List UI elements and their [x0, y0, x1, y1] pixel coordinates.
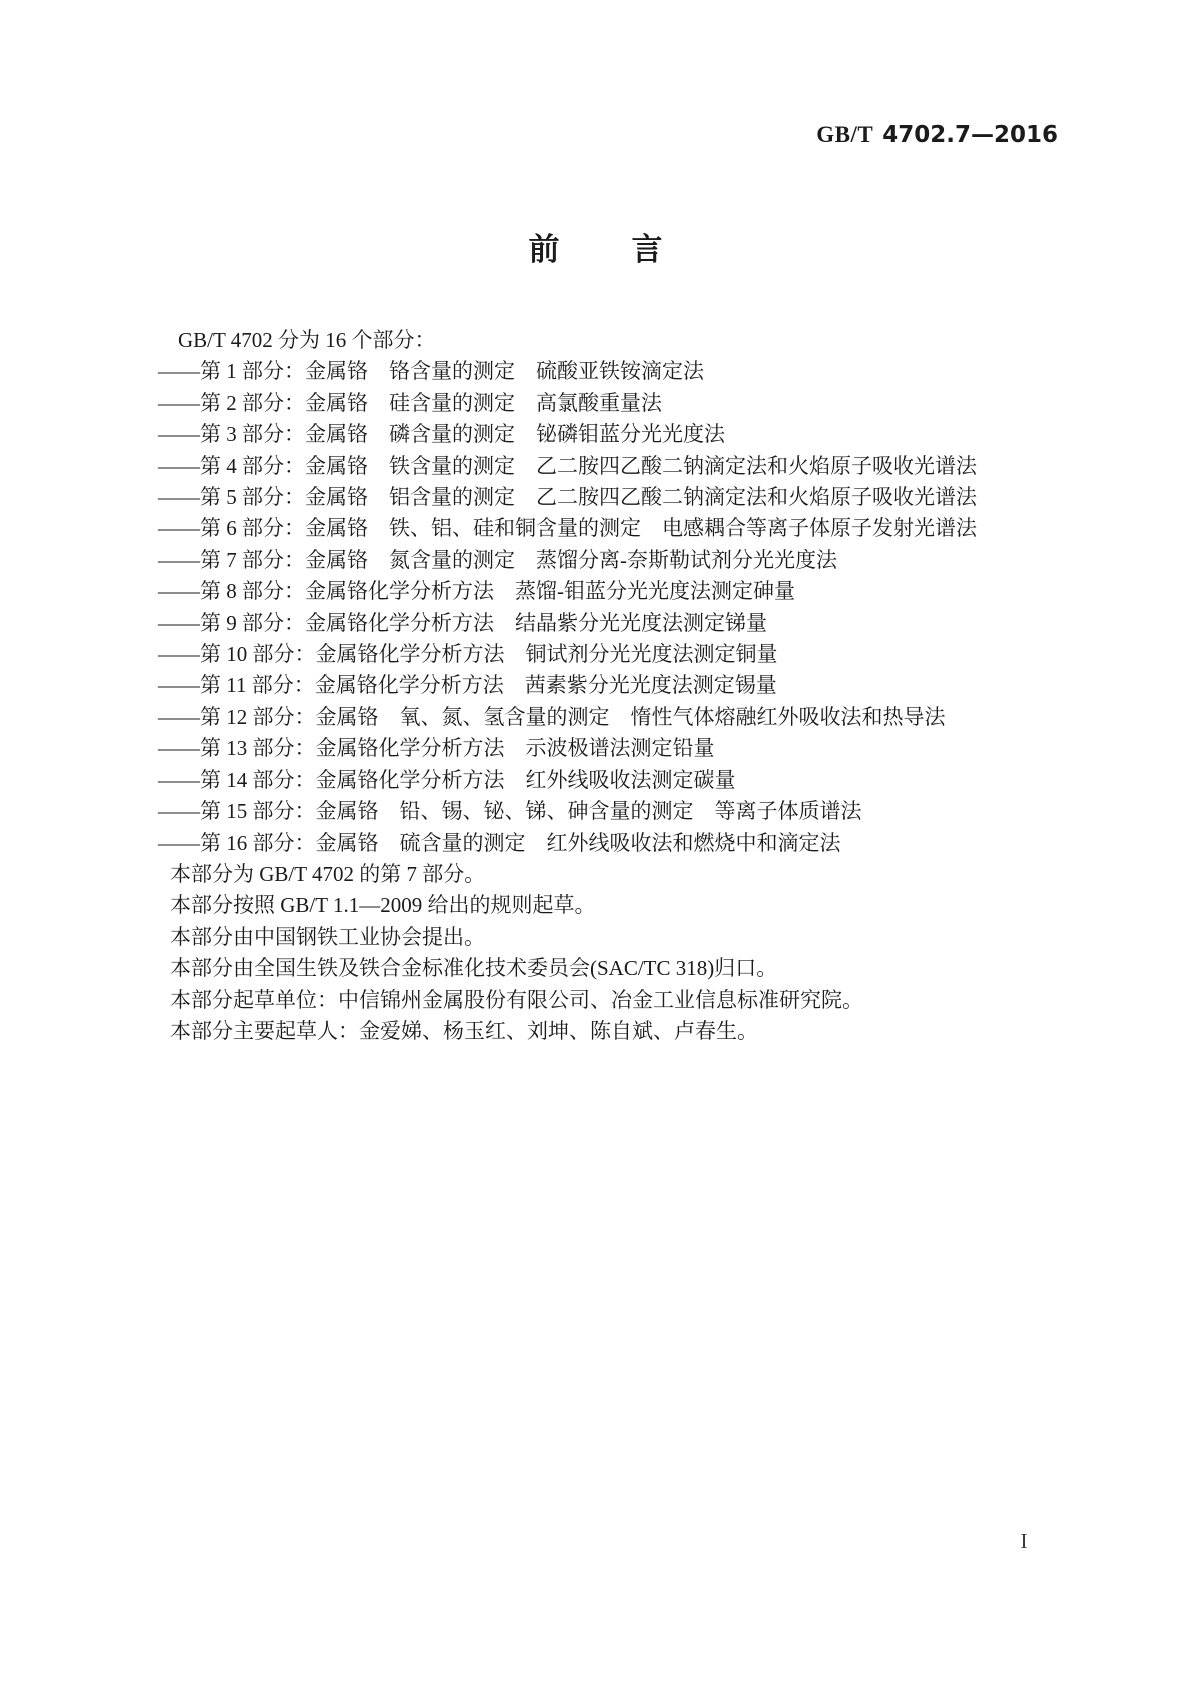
paragraph-main-drafters: 本部分主要起草人：金爱娣、杨玉红、刘坤、陈自斌、卢春生。: [170, 1018, 758, 1043]
foreword-body: [158, 325, 1068, 1047]
part-item-9: ——第 9 部分：金属铬化学分析方法 结晶紫分光光度法测定锑量: [158, 610, 767, 635]
paragraph-proposed-by: 本部分由中国钢铁工业协会提出。: [170, 924, 485, 949]
part-item-14: ——第 14 部分：金属铬化学分析方法 红外线吸收法测定碳量: [158, 767, 736, 792]
part-item-6: ——第 6 部分：金属铬 铁、铝、硅和铜含量的测定 电感耦合等离子体原子发射光谱法: [158, 516, 977, 541]
part-item-15: ——第 15 部分：金属铬 铅、锡、铋、锑、砷含量的测定 等离子体质谱法: [158, 799, 862, 824]
page-number: I: [1020, 1529, 1028, 1553]
page-title: 前言: [528, 232, 735, 268]
paragraph-drafting-rules: 本部分按照 GB/T 1.1—2009 给出的规则起草。: [170, 893, 596, 918]
part-item-11: ——第 11 部分：金属铬化学分析方法 茜素紫分光光度法测定锡量: [158, 673, 777, 698]
standard-code-prefix: GB/T: [816, 122, 874, 147]
part-item-2: ——第 2 部分：金属铬 硅含量的测定 高氯酸重量法: [158, 390, 662, 415]
part-item-16: ——第 16 部分：金属铬 硫含量的测定 红外线吸收法和燃烧中和滴定法: [158, 830, 841, 855]
intro-line: GB/T 4702 分为 16 个部分：: [178, 328, 436, 352]
paragraph-part-statement: 本部分为 GB/T 4702 的第 7 部分。: [170, 861, 486, 886]
part-item-5: ——第 5 部分：金属铬 铝含量的测定 乙二胺四乙酸二钠滴定法和火焰原子吸收光谱法: [158, 485, 977, 510]
standard-code-number: 4702.7—2016: [882, 122, 1058, 148]
part-item-4: ——第 4 部分：金属铬 铁含量的测定 乙二胺四乙酸二钠滴定法和火焰原子吸收光谱法: [158, 453, 977, 478]
part-item-3: ——第 3 部分：金属铬 磷含量的测定 铋磷钼蓝分光光度法: [158, 422, 725, 447]
part-item-10: ——第 10 部分：金属铬化学分析方法 铜试剂分光光度法测定铜量: [158, 642, 778, 667]
part-item-13: ——第 13 部分：金属铬化学分析方法 示波极谱法测定铅量: [158, 736, 715, 761]
paragraph-drafting-organizations: 本部分起草单位：中信锦州金属股份有限公司、冶金工业信息标准研究院。: [170, 987, 863, 1012]
part-item-12: ——第 12 部分：金属铬 氧、氮、氢含量的测定 惰性气体熔融红外吸收法和热导法: [158, 704, 946, 729]
part-item-8: ——第 8 部分：金属铬化学分析方法 蒸馏-钼蓝分光光度法测定砷量: [158, 579, 795, 604]
part-item-7: ——第 7 部分：金属铬 氮含量的测定 蒸馏分离-奈斯勒试剂分光光度法: [158, 547, 837, 572]
standard-code: [816, 122, 1058, 148]
paragraph-centralized-by: 本部分由全国生铁及铁合金标准化技术委员会(SAC/TC 318)归口。: [170, 956, 778, 981]
part-item-1: ——第 1 部分：金属铬 铬含量的测定 硫酸亚铁铵滴定法: [158, 359, 704, 384]
